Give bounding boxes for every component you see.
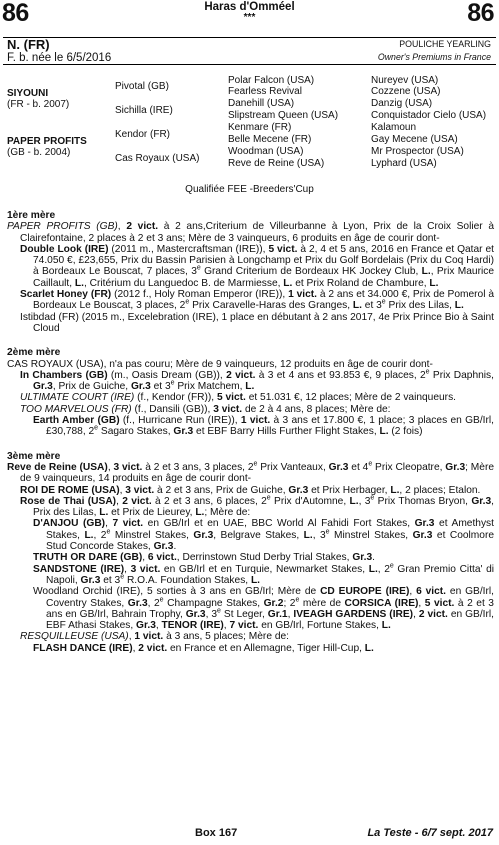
pedigree-gen2-1: Pivotal (GB)	[115, 81, 169, 92]
pedigree-divider	[3, 64, 496, 65]
pedigree-gen4-1: Nureyev (USA)	[371, 75, 439, 86]
horse-category: POULICHE YEARLING	[399, 39, 491, 49]
dam-paragraph: CAS ROYAUX (USA), n'a pas couru; Mère de 9 vainqueurs, 12 produits en âge de courir dont-	[7, 358, 433, 370]
produce-paragraph: Double Look (IRE) (2011 m., Mastercraftsman (IRE)), 5 vict. à 2, 4 et 5 ans, 2016 en France et Qatar et 74.050 €, £23,655, Prix du Bassin Parisien à Longchamp et Prix du Golf Bordelais (Prix du Coq Hardi) à Bordeaux Le Bouscat, 7 places, 3e Grand Criterium de Bordeaux HK Jockey Club, L., Prix Maurice Caillault, L., Critérium du Languedoc B. de Marmiesse, L. et Prix Roland de Chambure, L.	[20, 243, 494, 289]
pedigree-gen4-8: Lyphard (USA)	[371, 158, 437, 169]
produce-paragraph: Istibdad (FR) (2015 m., Excelebration (IRE), 1 place en débutant à 2 ans 2017, 4e Prix Prince Bio à Saint Cloud	[20, 311, 494, 334]
owners-premiums: Owner's Premiums in France	[377, 52, 491, 62]
pedigree-gen2-3: Kendor (FR)	[115, 129, 171, 140]
pedigree-gen4-5: Kalamoun	[371, 122, 417, 133]
pedigree-gen3-1: Polar Falcon (USA)	[228, 75, 315, 86]
section-second-dam: 2ème mère	[7, 347, 61, 359]
catalogue-body	[7, 206, 494, 654]
produce-paragraph: FLASH DANCE (IRE), 2 vict. en France et en Allemagne, Tiger Hill-Cup, L.	[33, 642, 374, 654]
qualification: Qualifiée FEE -Breeders'Cup	[185, 184, 314, 195]
lot-number-left: 86	[2, 0, 29, 27]
pedigree-gen4-7: Mr Prospector (USA)	[371, 146, 464, 157]
lot-number-right: 86	[467, 0, 494, 27]
produce-paragraph: TOO MARVELOUS (FR) (f., Dansili (GB)), 3 vict. de 2 à 4 ans, 8 places; Mère de:	[20, 403, 391, 415]
produce-paragraph: ROI DE ROME (USA), 3 vict. à 2 et 3 ans, Prix de Guiche, Gr.3 et Prix Herbager, L., 2 places; Etalon.	[20, 484, 481, 496]
sire-info: (FR - b. 2007)	[7, 99, 70, 110]
page-header	[0, 0, 499, 36]
pedigree-gen4-2: Cozzene (USA)	[371, 86, 441, 97]
pedigree-gen4-6: Gay Mecene (USA)	[371, 134, 458, 145]
consignor-name: Haras d'Omméel	[204, 1, 295, 13]
pedigree-gen3-5: Kenmare (FR)	[228, 122, 292, 133]
produce-paragraph: Rose de Thai (USA), 2 vict. à 2 et 3 ans, 6 places, 2e Prix d'Automne, L., 3e Prix Thomas Bryon, Gr.3, Prix des Lilas, L. et Prix de Lieurey, L.; Mère de:	[20, 494, 494, 519]
produce-paragraph: Scarlet Honey (FR) (2012 f., Holy Roman Emperor (IRE)), 1 vict. à 2 ans et 34.000 €, Prix de Pomerol à Bordeaux Le Bouscat, 3 places, 2e Prix Caravelle-Haras des Granges, L. et 3e Prix des Lilas, L.	[20, 289, 494, 312]
pedigree-gen3-8: Reve de Reine (USA)	[228, 158, 325, 169]
sire-name: SIYOUNI	[7, 88, 49, 99]
dam-paragraph: PAPER PROFITS (GB), 2 vict. à 2 ans,Criterium de Villeurbanne à Lyon, Prix de la Croix Solier à Clairefontaine, 2 places à 2 et 3 ans; Mère de 3 vainqueurs, 6 produits en âge de courir dont-	[7, 221, 495, 244]
pedigree-gen2-2: Sichilla (IRE)	[115, 105, 173, 116]
produce-paragraph: Earth Amber (GB) (f., Hurricane Run (IRE)), 1 vict. à 3 ans et 17.800 €, 1 place; 3 places en GB/Irl, £30,788, 2e Sagaro Stakes, Gr.3 et EBF Barry Hills Further Flight Stakes, L. (2 fois)	[33, 415, 494, 438]
horse-birth: F. b. née le 6/5/2016	[7, 52, 112, 64]
produce-paragraph: ULTIMATE COURT (IRE) (f., Kendor (FR)), 5 vict. et 51.031 €, 12 places; Mère de 2 vainqueurs.	[20, 392, 456, 404]
produce-paragraph: In Chambers (GB) (m., Oasis Dream (GB)), 2 vict. à 3 et 4 ans et 93.853 €, 9 places, 2e Prix Daphnis, Gr.3, Prix de Guiche, Gr.3 et 3e Prix Matchem, L.	[20, 368, 494, 393]
box-number: Box 167	[195, 827, 238, 839]
horse-identity: N. (FR)	[7, 37, 50, 52]
produce-paragraph: RESQUILLEUSE (USA), 1 vict. à 3 ans, 5 places; Mère de:	[20, 631, 289, 643]
pedigree-gen4-4: Conquistador Cielo (USA)	[371, 110, 487, 121]
dam-info: (GB - b. 2004)	[7, 147, 71, 158]
page-footer	[0, 828, 499, 842]
produce-paragraph: TRUTH OR DARE (GB), 6 vict., Derrinstown Stud Derby Trial Stakes, Gr.3.	[33, 552, 375, 564]
produce-paragraph: D'ANJOU (GB), 7 vict. en GB/Irl et en UAE, BBC World Al Fahidi Fort Stakes, Gr.3 et Amethyst Stakes, L., 2e Minstrel Stakes, Gr.3, Belgrave Stakes, L., 3e Minstrel Stakes, Gr.3 et Coolmore Stud Concorde Stakes, Gr.3.	[33, 518, 495, 553]
section-first-dam: 1ère mère	[7, 210, 56, 221]
produce-paragraph: Woodland Orchid (IRE), 5 sorties à 3 ans en GB/Irl; Mère de CD EUROPE (IRE), 6 vict. en GB/Irl, Coventry Stakes, Gr.3, 2e Champagne Stakes, Gr.2; 2e mère de CORSICA (IRE), 5 vict. à 2 et 3 ans en GB/Irl, Bahrain Trophy, Gr.3, 3e St Leger, Gr.1, IVEAGH GARDENS (IRE), 2 vict. en GB/Irl, EBF Athasi Stakes, Gr.3, TENOR (IRE), 7 vict. en GB/Irl, Fortune Stakes, L.	[33, 586, 495, 632]
produce-paragraph: SANDSTONE (IRE), 3 vict. en GB/Irl et en Turquie, Newmarket Stakes, L., 2e Gran Premio Citta' di Napoli, Gr.3 et 3e R.O.A. Foundation Stakes, L.	[33, 562, 495, 586]
dam-name: PAPER PROFITS	[7, 136, 87, 147]
pedigree-gen4-3: Danzig (USA)	[371, 98, 433, 109]
dam-paragraph: Reve de Reine (USA), 3 vict. à 2 et 3 ans, 3 places, 2e Prix Vanteaux, Gr.3 et 4e Prix Cleopatre, Gr.3; Mère de 9 vainqueurs, 14 produits en âge de courir dont-	[7, 460, 495, 485]
pedigree-gen2-4: Cas Royaux (USA)	[115, 153, 200, 164]
consignor-rating: ***	[243, 12, 256, 23]
pedigree-gen3-6: Belle Mecene (FR)	[228, 134, 312, 145]
pedigree-gen3-7: Woodman (USA)	[228, 146, 304, 157]
pedigree-gen3-4: Slipstream Queen (USA)	[228, 110, 339, 121]
pedigree-gen3-3: Danehill (USA)	[228, 98, 295, 109]
section-third-dam: 3ème mère	[7, 450, 61, 462]
pedigree-gen3-2: Fearless Revival	[228, 86, 302, 97]
sale-name: La Teste - 6/7 sept. 2017	[367, 827, 493, 839]
header-divider	[3, 37, 496, 38]
